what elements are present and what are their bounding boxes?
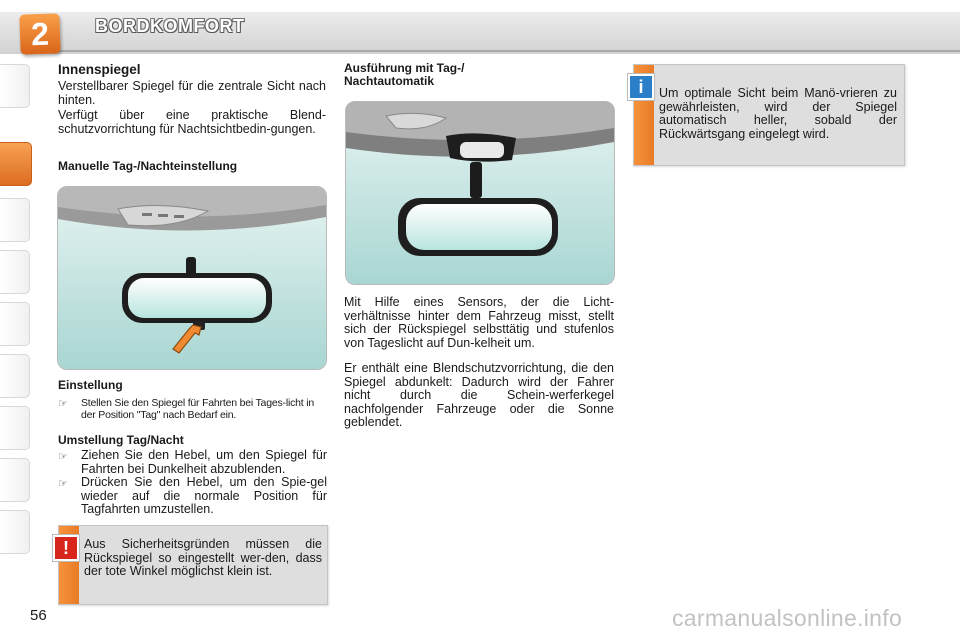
exclamation-icon: ! [53, 535, 79, 561]
chapter-tab-1[interactable] [0, 64, 30, 108]
manual-mirror-illustration [57, 186, 327, 370]
chapter-tab-5[interactable] [0, 302, 30, 346]
automatic-paragraph-2: Er enthält eine Blendschutzvorrichtung, die den Spiegel abdunkelt: Dadurch wird der Fahrer nicht durch die Schein-werferkegel nachfolgender Fahrzeuge oder die Sonne geblendet. [344, 361, 614, 429]
page-number: 56 [30, 607, 47, 624]
section-heading-automatic: Ausführung mit Tag-/ Nachtautomatik [344, 61, 465, 88]
chapter-tab-4[interactable] [0, 250, 30, 294]
umstellung-step-2: Drücken Sie den Hebel, um den Spie-gel wieder auf die normale Position für Tagfahrten umzustellen. [81, 475, 327, 516]
chapter-tabs [0, 64, 30, 580]
info-icon: i [628, 74, 654, 100]
info-box [633, 64, 905, 166]
einstellung-text: Stellen Sie den Spiegel für Fahrten bei Tages-licht in der Position "Tag" nach Bedarf ein. [81, 397, 314, 421]
info-text: Um optimale Sicht beim Manö-vrieren zu gewährleisten, wird der Spiegel automatisch heller, sobald der Rückwärtsgang eingelegt wird. [659, 86, 897, 141]
warning-box [58, 525, 328, 605]
chapter-number-badge: 2 [19, 13, 60, 54]
pointing-hand-icon: ☞ [58, 478, 68, 490]
chapter-tab-2-active[interactable] [0, 142, 32, 186]
arrow-icon [171, 323, 203, 357]
intro-paragraph-2: Verfügt über eine praktische Blend-schutzvorrichtung für Nachtsichtbedin-gungen. [58, 108, 326, 136]
subheading-umstellung: Umstellung Tag/Nacht [58, 433, 184, 447]
header-rule [56, 50, 960, 52]
chapter-tab-9[interactable] [0, 510, 30, 554]
automatic-paragraph-1: Mit Hilfe eines Sensors, der die Licht-verhältnisse hinter dem Fahrzeug misst, stellt sich der Rückspiegel selbsttätig und stufenlos von Tageslicht auf Dun-kelheit um. [344, 295, 614, 350]
subheading-manual: Manuelle Tag-/Nachteinstellung [58, 159, 238, 173]
warning-text: Aus Sicherheitsgründen müssen die Rückspiegel so eingestellt wer-den, dass der tote Winkel möglichst klein ist. [84, 537, 322, 578]
chapter-tab-6[interactable] [0, 354, 30, 398]
chapter-tab-3[interactable] [0, 198, 30, 242]
automatic-mirror-illustration [345, 101, 615, 285]
pointing-hand-icon: ☞ [58, 451, 68, 463]
chapter-title: BORDKOMFORT [95, 16, 245, 36]
chapter-tab-7[interactable] [0, 406, 30, 450]
subheading-einstellung: Einstellung [58, 378, 123, 392]
umstellung-step-1: Ziehen Sie den Hebel, um den Spiegel für Fahrten bei Dunkelheit abzublenden. [81, 448, 327, 476]
intro-paragraph-1: Verstellbarer Spiegel für die zentrale Sicht nach hinten. [58, 79, 326, 107]
section-heading-innenspiegel: Innenspiegel [58, 62, 141, 77]
watermark: carmanualsonline.info [672, 605, 903, 631]
pointing-hand-icon: ☞ [58, 398, 68, 410]
chapter-tab-8[interactable] [0, 458, 30, 502]
